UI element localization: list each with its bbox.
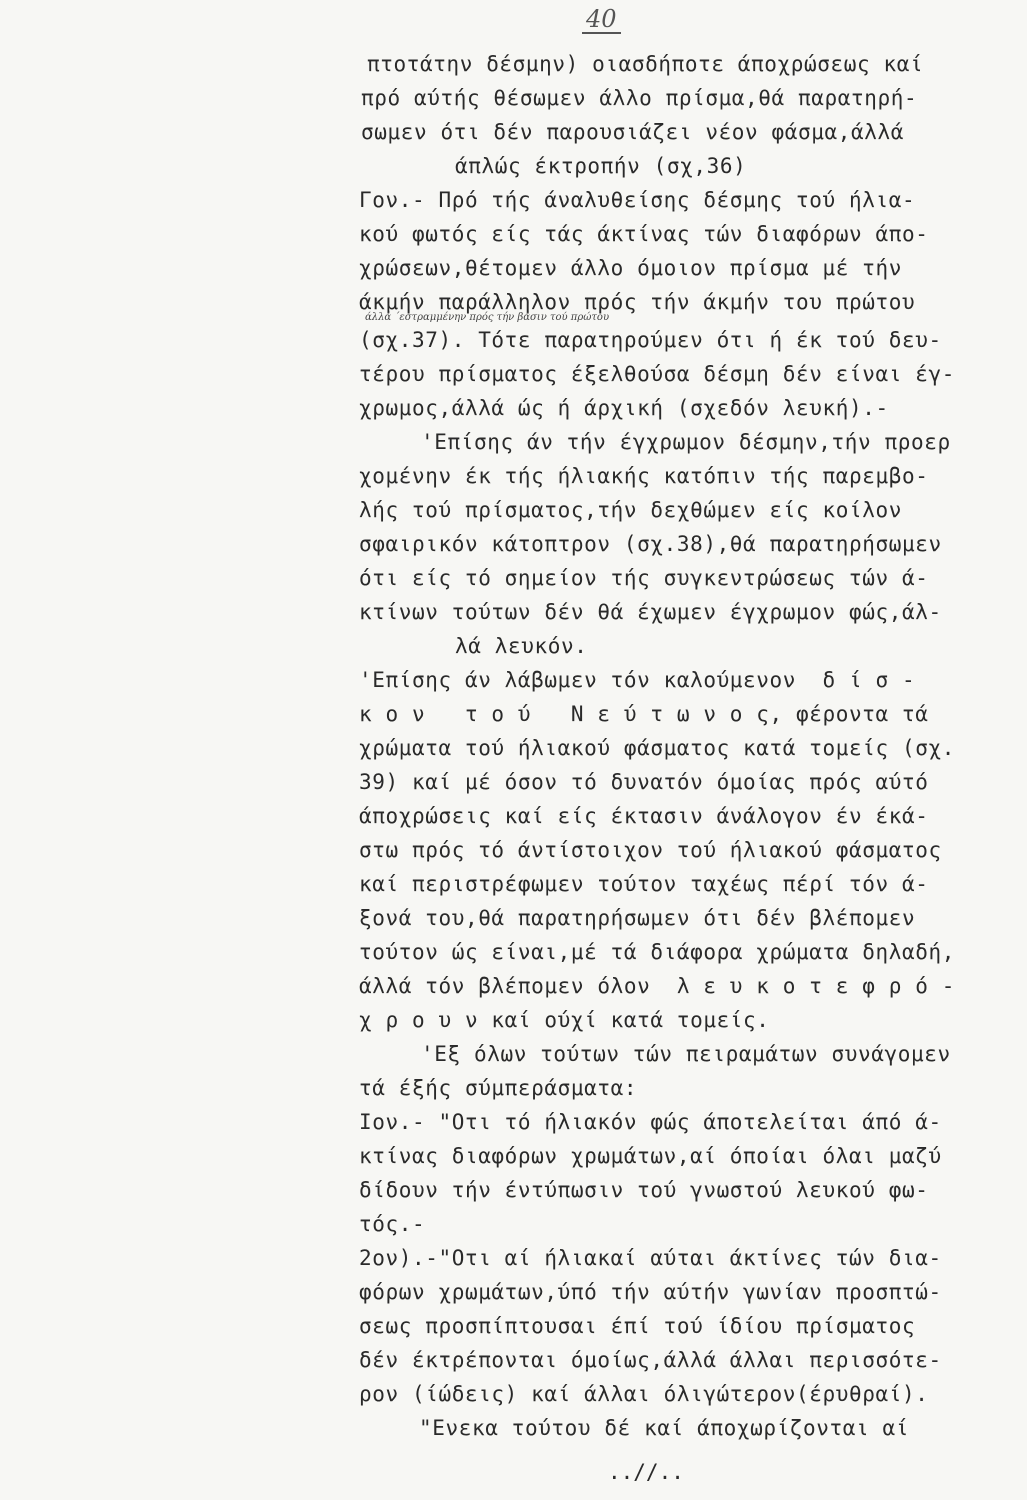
text-line: δίδουν τήν έντύπωσιν τού γνωστού λευκού φω- <box>359 1178 929 1202</box>
text-line: λά λευκόν. <box>455 634 588 658</box>
text-line: ρον (ίώδεις) καί άλλαι όλιγώτερον(έρυθραί). <box>359 1382 929 1406</box>
text-line: άλλά τόν βλέπομεν όλον λ ε υ κ ο τ ε φ ρ ό - <box>359 974 955 998</box>
text-line: Ιον.- "Οτι τό ήλιακόν φώς άποτελείται άπό ά- <box>359 1110 942 1134</box>
text-line: (σχ.37). Τότε παρατηρούμεν ότι ή έκ τού δευ- <box>359 328 942 352</box>
text-line: καί περιστρέφωμεν τούτον ταχέως πέρί τόν ά- <box>359 872 929 896</box>
text-line: στω πρός τό άντίστοιχον τού ήλιακού φάσματος <box>359 838 942 862</box>
text-line: άπλώς έκτροπήν (σχ,36) <box>455 154 747 178</box>
text-line: χρώματα τού ήλιακού φάσματος κατά τομείς (σχ. <box>359 736 955 760</box>
text-line: πτοτάτην δέσμην) οιασδήποτε άποχρώσεως καί <box>367 52 924 76</box>
text-line: σεως προσπίπτουσαι έπί τού ίδίου πρίσματος <box>359 1314 916 1338</box>
text-line: σφαιρικόν κάτοπτρον (σχ.38),θά παρατηρήσωμεν <box>359 532 942 556</box>
text-line: "Ενεκα τούτου δέ καί άποχωρίζονται αί <box>419 1416 909 1440</box>
text-line: κτίνας διαφόρων χρωμάτων,αί όποίαι όλαι μαζύ <box>359 1144 942 1168</box>
text-line: φόρων χρωμάτων,ύπό τήν αύτήν γωνίαν προσπτώ- <box>359 1280 942 1304</box>
text-line: κ ο ν τ ο ύ Ν ε ύ τ ω ν ο ς, φέροντα τά <box>359 702 929 726</box>
text-line: χρώσεων,θέτομεν άλλο όμοιον πρίσμα μέ τήν <box>359 256 902 280</box>
text-line: 'Εξ όλων τούτων τών πειραμάτων συνάγομεν <box>421 1042 951 1066</box>
text-line: Γον.- Πρό τής άναλυθείσης δέσμης τού ήλια- <box>359 188 916 212</box>
text-line: ξονά του,θά παρατηρήσωμεν ότι δέν βλέπομεν <box>359 906 916 930</box>
text-line: 2ον).-"Οτι αί ήλιακαί αύται άκτίνες τών δια- <box>359 1246 942 1270</box>
text-line: λής τού πρίσματος,τήν δεχθώμεν είς κοίλον <box>359 498 902 522</box>
text-line: τέρου πρίσματος έξελθούσα δέσμη δέν είναι έγ- <box>359 362 955 386</box>
text-line: τός.- <box>359 1212 426 1236</box>
text-line: τά έξής σύμπεράσματα: <box>359 1076 638 1100</box>
text-line: πρό αύτής θέσωμεν άλλο πρίσμα,θά παρατηρή- <box>361 86 918 110</box>
text-line: κού φωτός είς τάς άκτίνας τών διαφόρων άπο- <box>359 222 929 246</box>
text-line: τούτον ώς είναι,μέ τά διάφορα χρώματα δηλαδή, <box>359 940 955 964</box>
page-number: 40 <box>582 6 621 34</box>
text-line: άκμήν παράλληλον πρός τήν άκμήν του πρώτου <box>359 290 916 314</box>
text-line: 'Επίσης άν λάβωμεν τόν καλούμενον δ ί σ - <box>359 668 916 692</box>
text-line: ότι είς τό σημείον τής συγκεντρώσεως τών ά- <box>359 566 929 590</box>
text-line: κτίνων τούτων δέν θά έχωμεν έγχρωμον φώς,άλ- <box>359 600 942 624</box>
text-line: χομένην έκ τής ήλιακής κατόπιν τής παρεμβο- <box>359 464 929 488</box>
text-line: άποχρώσεις καί είς έκτασιν άνάλογον έν έκά- <box>359 804 929 828</box>
handwritten-note: άλλά ΄εστραμμένην πρός τήν βάσιν τού πρώτου <box>365 312 610 323</box>
page-continuation-marker: ..//.. <box>608 1460 684 1484</box>
text-line: 'Επίσης άν τήν έγχρωμον δέσμην,τήν προερ <box>421 430 951 454</box>
text-line: 39) καί μέ όσον τό δυνατόν όμοίας πρός αύτό <box>359 770 929 794</box>
text-line: χρωμος,άλλά ώς ή άρχική (σχεδόν λευκή).- <box>359 396 889 420</box>
text-line: δέν έκτρέπονται όμοίως,άλλά άλλαι περισσότε- <box>359 1348 942 1372</box>
text-line: σωμεν ότι δέν παρουσιάζει νέον φάσμα,άλλά <box>361 120 904 144</box>
text-line: χ ρ ο υ ν καί ούχί κατά τομείς. <box>359 1008 770 1032</box>
